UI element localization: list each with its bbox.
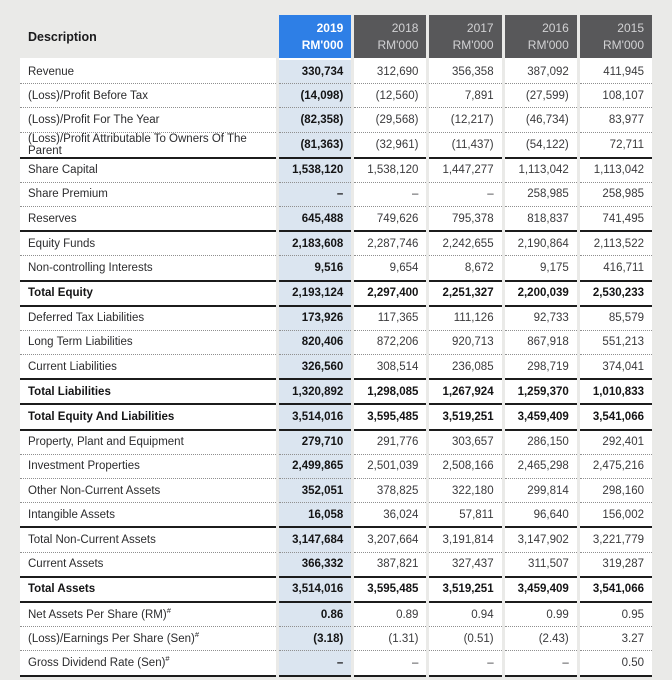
header-row	[20, 15, 652, 60]
table-row	[20, 405, 652, 430]
cell-value-2017: 356,358	[429, 60, 501, 84]
table-row	[20, 307, 652, 331]
cell-value-2017: 2,251,327	[429, 282, 501, 307]
cell-value-2017: 2,508,166	[429, 455, 501, 479]
cell-value-2018: 1,538,120	[354, 159, 426, 183]
table-body	[20, 60, 652, 677]
unit-label: RM'000	[603, 37, 644, 52]
cell-value-2017: 111,126	[429, 307, 501, 331]
cell-value-2018: 3,207,664	[354, 528, 426, 552]
cell-value-2016: 298,719	[505, 355, 577, 380]
table-row	[20, 553, 652, 578]
year-label: 2016	[542, 20, 569, 35]
cell-value-2015: 2,113,522	[580, 232, 652, 256]
cell-value-2015: 741,495	[580, 207, 652, 232]
cell-value-2019: 1,320,892	[279, 380, 351, 405]
row-label: Net Assets Per Share (RM)#	[20, 603, 276, 627]
cell-value-2015: 1,113,042	[580, 159, 652, 183]
cell-value-2019: 3,514,016	[279, 405, 351, 430]
unit-label: RM'000	[301, 37, 344, 52]
cell-value-2019: 0.86	[279, 603, 351, 627]
row-label: Gross Dividend Rate (Sen)#	[20, 651, 276, 676]
cell-value-2018: 749,626	[354, 207, 426, 232]
row-label: (Loss)/Profit Before Tax	[20, 84, 276, 108]
cell-value-2016: 0.99	[505, 603, 577, 627]
cell-value-2018: 3,595,485	[354, 405, 426, 430]
unit-label: RM'000	[377, 37, 419, 52]
cell-value-2016: 1,259,370	[505, 380, 577, 405]
table-row	[20, 578, 652, 603]
cell-value-2019: 330,734	[279, 60, 351, 84]
row-label: Total Liabilities	[20, 380, 276, 405]
row-label: Equity Funds	[20, 232, 276, 256]
footnote-marker: #	[165, 654, 170, 664]
cell-value-2017: 3,519,251	[429, 405, 501, 430]
cell-value-2016: 3,147,902	[505, 528, 577, 552]
cell-value-2018: 291,776	[354, 431, 426, 455]
cell-value-2016: 3,459,409	[505, 578, 577, 603]
column-header-2015	[580, 15, 652, 60]
cell-value-2015: 0.50	[580, 651, 652, 676]
cell-value-2019: –	[279, 651, 351, 676]
cell-value-2019: 352,051	[279, 479, 351, 503]
cell-value-2019: 9,516	[279, 256, 351, 281]
cell-value-2017: 795,378	[429, 207, 501, 232]
column-header-2017	[429, 15, 501, 60]
cell-value-2019: (81,363)	[279, 133, 351, 159]
table-row	[20, 282, 652, 307]
cell-value-2017: 303,657	[429, 431, 501, 455]
row-label: Property, Plant and Equipment	[20, 431, 276, 455]
year-label: 2018	[391, 20, 419, 35]
cell-value-2017: 57,811	[429, 503, 501, 528]
row-label: (Loss)/Profit For The Year	[20, 108, 276, 132]
row-label: Long Term Liabilities	[20, 331, 276, 355]
cell-value-2016: 92,733	[505, 307, 577, 331]
cell-value-2017: 920,713	[429, 331, 501, 355]
cell-value-2018: 1,298,085	[354, 380, 426, 405]
year-label: 2015	[617, 20, 644, 35]
cell-value-2018: –	[354, 183, 426, 207]
cell-value-2016: 3,459,409	[505, 405, 577, 430]
table-row	[20, 108, 652, 132]
cell-value-2019: 3,147,684	[279, 528, 351, 552]
footnote-marker: #	[194, 629, 199, 639]
row-label: Intangible Assets	[20, 503, 276, 528]
cell-value-2016: (46,734)	[505, 108, 577, 132]
row-label: Other Non-Current Assets	[20, 479, 276, 503]
cell-value-2015: 156,002	[580, 503, 652, 528]
cell-value-2018: (1.31)	[354, 627, 426, 651]
cell-value-2015: 83,977	[580, 108, 652, 132]
cell-value-2016: 818,837	[505, 207, 577, 232]
cell-value-2018: 9,654	[354, 256, 426, 281]
cell-value-2017: (11,437)	[429, 133, 501, 159]
table-row	[20, 207, 652, 232]
row-label: Total Equity And Liabilities	[20, 405, 276, 430]
cell-value-2016: (27,599)	[505, 84, 577, 108]
cell-value-2016: 311,507	[505, 553, 577, 578]
cell-value-2018: (29,568)	[354, 108, 426, 132]
cell-value-2015: 319,287	[580, 553, 652, 578]
row-label: Current Liabilities	[20, 355, 276, 380]
table-row	[20, 133, 652, 159]
column-header-2019	[279, 15, 351, 60]
table-row	[20, 84, 652, 108]
cell-value-2015: 2,475,216	[580, 455, 652, 479]
table-row	[20, 183, 652, 207]
row-label: Non-controlling Interests	[20, 256, 276, 281]
financial-summary-table	[17, 15, 655, 677]
cell-value-2019: 2,183,608	[279, 232, 351, 256]
cell-value-2017: 1,267,924	[429, 380, 501, 405]
cell-value-2018: 378,825	[354, 479, 426, 503]
cell-value-2015: 2,530,233	[580, 282, 652, 307]
cell-value-2018: 872,206	[354, 331, 426, 355]
cell-value-2018: (32,961)	[354, 133, 426, 159]
cell-value-2019: (82,358)	[279, 108, 351, 132]
cell-value-2018: 2,297,400	[354, 282, 426, 307]
cell-value-2016: 9,175	[505, 256, 577, 281]
cell-value-2017: 1,447,277	[429, 159, 501, 183]
row-label: Reserves	[20, 207, 276, 232]
cell-value-2015: 551,213	[580, 331, 652, 355]
cell-value-2019: 3,514,016	[279, 578, 351, 603]
cell-value-2015: 374,041	[580, 355, 652, 380]
cell-value-2018: 117,365	[354, 307, 426, 331]
cell-value-2018: 312,690	[354, 60, 426, 84]
cell-value-2019: 16,058	[279, 503, 351, 528]
cell-value-2017: (0.51)	[429, 627, 501, 651]
table-row	[20, 355, 652, 380]
cell-value-2017: 3,519,251	[429, 578, 501, 603]
cell-value-2016: 2,190,864	[505, 232, 577, 256]
row-label: Total Assets	[20, 578, 276, 603]
row-label: (Loss)/Profit Attributable To Owners Of The Parent	[20, 133, 276, 159]
cell-value-2017: –	[429, 183, 501, 207]
cell-value-2018: 308,514	[354, 355, 426, 380]
cell-value-2016: 299,814	[505, 479, 577, 503]
table-row	[20, 431, 652, 455]
row-label: Current Assets	[20, 553, 276, 578]
cell-value-2016: 1,113,042	[505, 159, 577, 183]
row-label: Revenue	[20, 60, 276, 84]
cell-value-2015: 72,711	[580, 133, 652, 159]
cell-value-2017: 236,085	[429, 355, 501, 380]
cell-value-2018: 387,821	[354, 553, 426, 578]
cell-value-2015: 1,010,833	[580, 380, 652, 405]
cell-value-2015: 3,221,779	[580, 528, 652, 552]
row-label: (Loss)/Earnings Per Share (Sen)#	[20, 627, 276, 651]
table-row	[20, 232, 652, 256]
table-header	[20, 15, 652, 60]
table-row	[20, 651, 652, 676]
cell-value-2018: 2,287,746	[354, 232, 426, 256]
table-row	[20, 256, 652, 281]
cell-value-2019: 326,560	[279, 355, 351, 380]
cell-value-2016: (54,122)	[505, 133, 577, 159]
cell-value-2016: 867,918	[505, 331, 577, 355]
cell-value-2019: 645,488	[279, 207, 351, 232]
cell-value-2019: 279,710	[279, 431, 351, 455]
cell-value-2019: 2,193,124	[279, 282, 351, 307]
column-header-2016	[505, 15, 577, 60]
row-label: Investment Properties	[20, 455, 276, 479]
cell-value-2017: 322,180	[429, 479, 501, 503]
cell-value-2017: 3,191,814	[429, 528, 501, 552]
cell-value-2015: 3,541,066	[580, 405, 652, 430]
cell-value-2019: 366,332	[279, 553, 351, 578]
cell-value-2017: 8,672	[429, 256, 501, 281]
cell-value-2017: (12,217)	[429, 108, 501, 132]
table-row	[20, 603, 652, 627]
table-row	[20, 503, 652, 528]
cell-value-2015: 3.27	[580, 627, 652, 651]
row-label: Share Capital	[20, 159, 276, 183]
cell-value-2015: 416,711	[580, 256, 652, 281]
unit-label: RM'000	[527, 37, 569, 52]
cell-value-2017: 2,242,655	[429, 232, 501, 256]
cell-value-2015: 3,541,066	[580, 578, 652, 603]
cell-value-2016: 387,092	[505, 60, 577, 84]
row-label: Deferred Tax Liabilities	[20, 307, 276, 331]
cell-value-2019: 173,926	[279, 307, 351, 331]
table-row	[20, 627, 652, 651]
cell-value-2016: (2.43)	[505, 627, 577, 651]
cell-value-2015: 85,579	[580, 307, 652, 331]
table-row	[20, 159, 652, 183]
cell-value-2015: 0.95	[580, 603, 652, 627]
cell-value-2016: 258,985	[505, 183, 577, 207]
cell-value-2016: 286,150	[505, 431, 577, 455]
cell-value-2019: 2,499,865	[279, 455, 351, 479]
cell-value-2018: 36,024	[354, 503, 426, 528]
column-header-2018	[354, 15, 426, 60]
cell-value-2019: (14,098)	[279, 84, 351, 108]
table-row	[20, 380, 652, 405]
cell-value-2017: –	[429, 651, 501, 676]
row-label: Total Non-Current Assets	[20, 528, 276, 552]
column-header-description: Description	[20, 15, 276, 60]
cell-value-2016: 2,465,298	[505, 455, 577, 479]
cell-value-2015: 292,401	[580, 431, 652, 455]
unit-label: RM'000	[452, 37, 494, 52]
row-label: Total Equity	[20, 282, 276, 307]
cell-value-2015: 108,107	[580, 84, 652, 108]
cell-value-2018: (12,560)	[354, 84, 426, 108]
year-label: 2017	[466, 20, 494, 35]
table-row	[20, 479, 652, 503]
cell-value-2015: 298,160	[580, 479, 652, 503]
footnote-marker: #	[166, 605, 171, 615]
cell-value-2019: –	[279, 183, 351, 207]
row-label: Share Premium	[20, 183, 276, 207]
table-row	[20, 528, 652, 552]
cell-value-2017: 327,437	[429, 553, 501, 578]
year-label: 2019	[316, 20, 344, 35]
table-row	[20, 455, 652, 479]
cell-value-2015: 411,945	[580, 60, 652, 84]
cell-value-2018: 0.89	[354, 603, 426, 627]
cell-value-2017: 0.94	[429, 603, 501, 627]
cell-value-2018: –	[354, 651, 426, 676]
cell-value-2018: 3,595,485	[354, 578, 426, 603]
cell-value-2016: 96,640	[505, 503, 577, 528]
cell-value-2018: 2,501,039	[354, 455, 426, 479]
table-row	[20, 60, 652, 84]
cell-value-2015: 258,985	[580, 183, 652, 207]
cell-value-2016: –	[505, 651, 577, 676]
cell-value-2016: 2,200,039	[505, 282, 577, 307]
cell-value-2019: (3.18)	[279, 627, 351, 651]
table-row	[20, 331, 652, 355]
cell-value-2019: 1,538,120	[279, 159, 351, 183]
cell-value-2017: 7,891	[429, 84, 501, 108]
cell-value-2019: 820,406	[279, 331, 351, 355]
